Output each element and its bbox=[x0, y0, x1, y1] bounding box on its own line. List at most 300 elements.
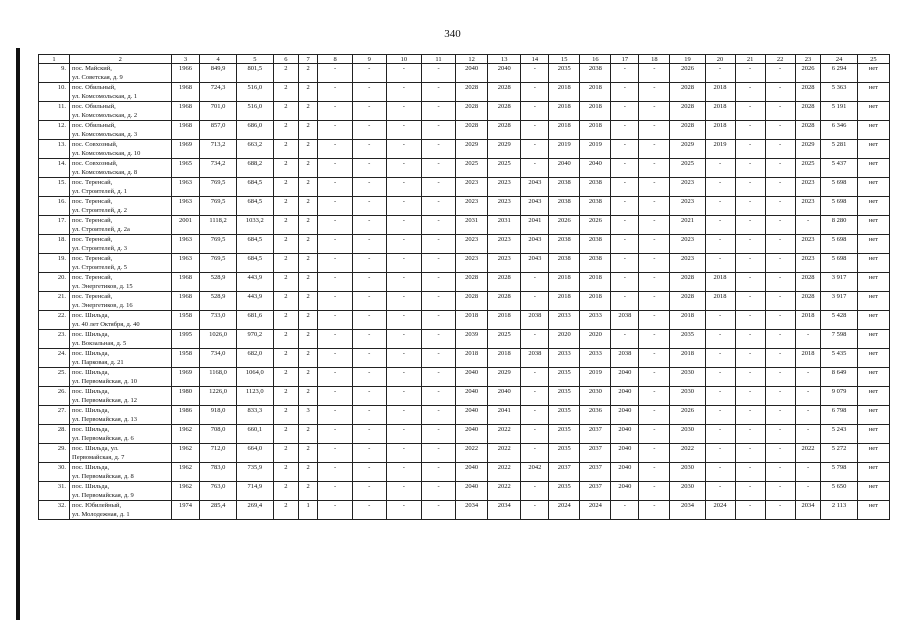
cell-col-19: 2021 bbox=[670, 216, 705, 235]
cell-col-3: 1962 bbox=[171, 425, 200, 444]
cell-col-25: нет bbox=[857, 273, 889, 292]
cell-col-24: 5 698 bbox=[821, 235, 857, 254]
table-row bbox=[39, 140, 890, 159]
cell-col-15: 2035 bbox=[549, 64, 580, 83]
cell-col-21: - bbox=[735, 254, 765, 273]
cell-col-10: - bbox=[386, 64, 421, 83]
cell-col-15: 2035 bbox=[549, 482, 580, 501]
cell-col-10: - bbox=[386, 273, 421, 292]
address-locality: пос. Шильда, bbox=[72, 388, 110, 395]
cell-col-18: - bbox=[639, 444, 670, 463]
cell-col-25: нет bbox=[857, 254, 889, 273]
cell-col-18: - bbox=[639, 425, 670, 444]
cell-col-16: 2019 bbox=[580, 140, 611, 159]
cell-col-17: 2040 bbox=[611, 463, 639, 482]
address-locality: пос. Юбилейный, bbox=[72, 502, 122, 509]
table-row bbox=[39, 425, 890, 444]
address-locality: пос. Шильда, ул. bbox=[72, 445, 119, 452]
cell-col-12: 2023 bbox=[456, 254, 488, 273]
cell-col-12: 2039 bbox=[456, 330, 488, 349]
cell-col-19: 2023 bbox=[670, 235, 705, 254]
address-locality: пос. Теренсай, bbox=[72, 217, 113, 224]
cell-col-21: - bbox=[735, 501, 765, 520]
column-header-17: 17 bbox=[611, 55, 639, 64]
cell-col-3: 1986 bbox=[171, 406, 200, 425]
cell-col-12: 2022 bbox=[456, 444, 488, 463]
cell-col-12: 2028 bbox=[456, 83, 488, 102]
cell-col-25: нет bbox=[857, 482, 889, 501]
cell-col-20: - bbox=[705, 330, 735, 349]
cell-col-8: - bbox=[318, 406, 352, 425]
cell-col-12: 2040 bbox=[456, 64, 488, 83]
cell-col-3: 1963 bbox=[171, 254, 200, 273]
cell-col-19: 2026 bbox=[670, 64, 705, 83]
cell-col-12: 2028 bbox=[456, 292, 488, 311]
cell-col-24: 6 294 bbox=[821, 64, 857, 83]
cell-col-18: - bbox=[639, 311, 670, 330]
cell-col-10: - bbox=[386, 292, 421, 311]
address-cell bbox=[70, 64, 171, 83]
cell-col-16: 2030 bbox=[580, 387, 611, 406]
cell-col-12: 2040 bbox=[456, 425, 488, 444]
cell-col-11: - bbox=[421, 121, 455, 140]
cell-col-15: 2018 bbox=[549, 83, 580, 102]
cell-col-8: - bbox=[318, 349, 352, 368]
cell-col-13: 2031 bbox=[488, 216, 521, 235]
cell-col-3: 1968 bbox=[171, 121, 200, 140]
row-number: 22. bbox=[39, 311, 70, 330]
cell-col-11: - bbox=[421, 216, 455, 235]
cell-col-3: 1969 bbox=[171, 368, 200, 387]
cell-col-24: 5 191 bbox=[821, 102, 857, 121]
cell-col-8: - bbox=[318, 254, 352, 273]
cell-col-3: 2001 bbox=[171, 216, 200, 235]
cell-col-20: 2024 bbox=[705, 501, 735, 520]
cell-col-11: - bbox=[421, 482, 455, 501]
cell-col-9: - bbox=[352, 501, 386, 520]
row-number: 26. bbox=[39, 387, 70, 406]
cell-col-21: - bbox=[735, 178, 765, 197]
cell-col-16: 2018 bbox=[580, 273, 611, 292]
cell-col-21: - bbox=[735, 121, 765, 140]
cell-col-15: 2038 bbox=[549, 235, 580, 254]
cell-col-19: 2030 bbox=[670, 425, 705, 444]
table-row bbox=[39, 311, 890, 330]
cell-col-25: нет bbox=[857, 387, 889, 406]
cell-col-5: 970,2 bbox=[236, 330, 273, 349]
cell-col-9: - bbox=[352, 387, 386, 406]
cell-col-17: - bbox=[611, 197, 639, 216]
cell-col-12: 2040 bbox=[456, 463, 488, 482]
column-header-3: 3 bbox=[171, 55, 200, 64]
cell-col-25: нет bbox=[857, 406, 889, 425]
cell-col-11: - bbox=[421, 292, 455, 311]
cell-col-11: - bbox=[421, 178, 455, 197]
cell-col-3: 1968 bbox=[171, 102, 200, 121]
cell-col-16: 2033 bbox=[580, 311, 611, 330]
cell-col-9: - bbox=[352, 121, 386, 140]
cell-col-3: 1969 bbox=[171, 140, 200, 159]
cell-col-11: - bbox=[421, 368, 455, 387]
cell-col-21: - bbox=[735, 83, 765, 102]
row-number: 13. bbox=[39, 140, 70, 159]
cell-col-20: - bbox=[705, 349, 735, 368]
table-row bbox=[39, 273, 890, 292]
cell-col-19: 2029 bbox=[670, 140, 705, 159]
column-header-4: 4 bbox=[200, 55, 236, 64]
cell-col-13: 2022 bbox=[488, 482, 521, 501]
cell-col-7: 2 bbox=[298, 121, 318, 140]
cell-col-12: 2023 bbox=[456, 178, 488, 197]
row-number: 21. bbox=[39, 292, 70, 311]
address-street: ул. Первомайская, д. 13 bbox=[72, 416, 138, 423]
cell-col-6: 2 bbox=[273, 159, 298, 178]
cell-col-20: 2018 bbox=[705, 102, 735, 121]
cell-col-14: - bbox=[521, 482, 549, 501]
address-street: ул. Парковая, д. 21 bbox=[72, 359, 124, 366]
column-header-6: 6 bbox=[273, 55, 298, 64]
cell-col-22: - bbox=[765, 254, 795, 273]
table-row bbox=[39, 83, 890, 102]
address-locality: пос. Шильда, bbox=[72, 312, 110, 319]
cell-col-5: 714,9 bbox=[236, 482, 273, 501]
address-locality: пос. Шильда, bbox=[72, 369, 110, 376]
address-street: ул. Строителей, д. 2а bbox=[72, 226, 130, 233]
address-street: ул. 40 лет Октября, д. 40 bbox=[72, 321, 140, 328]
address-street: ул. Вокзальная, д. 5 bbox=[72, 340, 127, 347]
address-locality: пос. Шильда, bbox=[72, 464, 110, 471]
cell-col-9: - bbox=[352, 140, 386, 159]
address-cell bbox=[70, 292, 171, 311]
cell-col-12: 2040 bbox=[456, 406, 488, 425]
cell-col-17: 2040 bbox=[611, 387, 639, 406]
cell-col-9: - bbox=[352, 425, 386, 444]
cell-col-17: - bbox=[611, 216, 639, 235]
cell-col-24: 5 650 bbox=[821, 482, 857, 501]
cell-col-19: 2028 bbox=[670, 292, 705, 311]
cell-col-8: - bbox=[318, 311, 352, 330]
cell-col-17: - bbox=[611, 254, 639, 273]
address-street: Первомайская, д. 7 bbox=[72, 454, 125, 461]
address-street: ул. Энергетиков, д. 16 bbox=[72, 302, 133, 309]
address-cell bbox=[70, 235, 171, 254]
cell-col-24: 9 079 bbox=[821, 387, 857, 406]
cell-col-20: - bbox=[705, 64, 735, 83]
cell-col-13: 2028 bbox=[488, 273, 521, 292]
address-locality: пос. Теренсай, bbox=[72, 179, 113, 186]
cell-col-24: 7 598 bbox=[821, 330, 857, 349]
cell-col-18: - bbox=[639, 102, 670, 121]
cell-col-12: 2018 bbox=[456, 349, 488, 368]
cell-col-13: 2029 bbox=[488, 140, 521, 159]
cell-col-11: - bbox=[421, 102, 455, 121]
cell-col-22: - bbox=[765, 83, 795, 102]
cell-col-8: - bbox=[318, 444, 352, 463]
cell-col-12: 2023 bbox=[456, 235, 488, 254]
cell-col-9: - bbox=[352, 216, 386, 235]
address-cell bbox=[70, 197, 171, 216]
cell-col-4: 1226,0 bbox=[200, 387, 236, 406]
cell-col-18: - bbox=[639, 387, 670, 406]
row-number: 32. bbox=[39, 501, 70, 520]
cell-col-14: - bbox=[521, 387, 549, 406]
address-locality: пос. Шильда, bbox=[72, 350, 110, 357]
cell-col-25: нет bbox=[857, 197, 889, 216]
cell-col-21: - bbox=[735, 273, 765, 292]
cell-col-10: - bbox=[386, 501, 421, 520]
cell-col-5: 443,9 bbox=[236, 273, 273, 292]
cell-col-7: 2 bbox=[298, 330, 318, 349]
table-body bbox=[39, 64, 890, 520]
cell-col-8: - bbox=[318, 425, 352, 444]
table-row bbox=[39, 368, 890, 387]
cell-col-22: - bbox=[765, 330, 795, 349]
cell-col-21: - bbox=[735, 140, 765, 159]
address-cell bbox=[70, 349, 171, 368]
cell-col-9: - bbox=[352, 330, 386, 349]
cell-col-7: 2 bbox=[298, 83, 318, 102]
cell-col-23: 2018 bbox=[795, 311, 821, 330]
cell-col-18: - bbox=[639, 121, 670, 140]
cell-col-12: 2025 bbox=[456, 159, 488, 178]
row-number: 11. bbox=[39, 102, 70, 121]
cell-col-24: 5 363 bbox=[821, 83, 857, 102]
table-row bbox=[39, 235, 890, 254]
cell-col-3: 1958 bbox=[171, 349, 200, 368]
cell-col-20: - bbox=[705, 254, 735, 273]
cell-col-13: 2023 bbox=[488, 197, 521, 216]
cell-col-13: 2023 bbox=[488, 178, 521, 197]
cell-col-20: 2019 bbox=[705, 140, 735, 159]
cell-col-5: 1064,0 bbox=[236, 368, 273, 387]
cell-col-23: - bbox=[795, 330, 821, 349]
cell-col-23: 2023 bbox=[795, 235, 821, 254]
binding-bar bbox=[16, 48, 20, 620]
cell-col-7: 2 bbox=[298, 482, 318, 501]
address-street: ул. Строителей, д. 1 bbox=[72, 188, 128, 195]
cell-col-5: 443,9 bbox=[236, 292, 273, 311]
cell-col-20: - bbox=[705, 463, 735, 482]
cell-col-16: 2037 bbox=[580, 482, 611, 501]
cell-col-16: 2018 bbox=[580, 102, 611, 121]
cell-col-18: - bbox=[639, 330, 670, 349]
cell-col-7: 2 bbox=[298, 292, 318, 311]
address-locality: пос. Теренсай, bbox=[72, 293, 113, 300]
cell-col-25: нет bbox=[857, 159, 889, 178]
cell-col-12: 2040 bbox=[456, 387, 488, 406]
address-cell bbox=[70, 444, 171, 463]
cell-col-15: 2038 bbox=[549, 178, 580, 197]
cell-col-12: 2018 bbox=[456, 311, 488, 330]
cell-col-18: - bbox=[639, 368, 670, 387]
cell-col-4: 734,0 bbox=[200, 349, 236, 368]
cell-col-19: 2030 bbox=[670, 482, 705, 501]
address-cell bbox=[70, 273, 171, 292]
cell-col-4: 724,3 bbox=[200, 83, 236, 102]
cell-col-3: 1963 bbox=[171, 235, 200, 254]
cell-col-20: 2018 bbox=[705, 273, 735, 292]
cell-col-10: - bbox=[386, 235, 421, 254]
row-number: 20. bbox=[39, 273, 70, 292]
address-locality: пос. Теренсай, bbox=[72, 255, 113, 262]
row-number: 29. bbox=[39, 444, 70, 463]
cell-col-5: 684,5 bbox=[236, 178, 273, 197]
cell-col-25: нет bbox=[857, 64, 889, 83]
cell-col-17: - bbox=[611, 102, 639, 121]
address-locality: пос. Майский, bbox=[72, 65, 112, 72]
cell-col-15: 2035 bbox=[549, 425, 580, 444]
cell-col-14: 2043 bbox=[521, 178, 549, 197]
cell-col-5: 516,0 bbox=[236, 83, 273, 102]
cell-col-4: 285,4 bbox=[200, 501, 236, 520]
cell-col-6: 2 bbox=[273, 102, 298, 121]
cell-col-22: - bbox=[765, 368, 795, 387]
cell-col-8: - bbox=[318, 501, 352, 520]
cell-col-3: 1995 bbox=[171, 330, 200, 349]
cell-col-24: 5 243 bbox=[821, 425, 857, 444]
cell-col-16: 2033 bbox=[580, 349, 611, 368]
cell-col-10: - bbox=[386, 406, 421, 425]
cell-col-7: 1 bbox=[298, 501, 318, 520]
cell-col-11: - bbox=[421, 501, 455, 520]
cell-col-16: 2026 bbox=[580, 216, 611, 235]
cell-col-6: 2 bbox=[273, 64, 298, 83]
cell-col-21: - bbox=[735, 349, 765, 368]
address-cell bbox=[70, 254, 171, 273]
cell-col-22: - bbox=[765, 444, 795, 463]
cell-col-13: 2029 bbox=[488, 368, 521, 387]
cell-col-17: 2040 bbox=[611, 425, 639, 444]
cell-col-21: - bbox=[735, 463, 765, 482]
cell-col-21: - bbox=[735, 64, 765, 83]
cell-col-4: 1026,0 bbox=[200, 330, 236, 349]
cell-col-14: 2041 bbox=[521, 216, 549, 235]
row-number: 16. bbox=[39, 197, 70, 216]
cell-col-14: 2038 bbox=[521, 311, 549, 330]
cell-col-14: - bbox=[521, 159, 549, 178]
cell-col-15: 2018 bbox=[549, 273, 580, 292]
cell-col-4: 769,5 bbox=[200, 197, 236, 216]
cell-col-9: - bbox=[352, 273, 386, 292]
cell-col-15: 2020 bbox=[549, 330, 580, 349]
cell-col-10: - bbox=[386, 330, 421, 349]
cell-col-16: 2037 bbox=[580, 425, 611, 444]
cell-col-25: нет bbox=[857, 368, 889, 387]
cell-col-10: - bbox=[386, 482, 421, 501]
cell-col-17: - bbox=[611, 64, 639, 83]
row-number: 12. bbox=[39, 121, 70, 140]
cell-col-14: - bbox=[521, 140, 549, 159]
cell-col-22: - bbox=[765, 197, 795, 216]
column-header-11: 11 bbox=[421, 55, 455, 64]
cell-col-25: нет bbox=[857, 311, 889, 330]
cell-col-23: 2023 bbox=[795, 197, 821, 216]
cell-col-7: 2 bbox=[298, 368, 318, 387]
cell-col-13: 2022 bbox=[488, 444, 521, 463]
cell-col-7: 2 bbox=[298, 140, 318, 159]
cell-col-12: 2031 bbox=[456, 216, 488, 235]
column-header-14: 14 bbox=[521, 55, 549, 64]
cell-col-23: - bbox=[795, 482, 821, 501]
cell-col-6: 2 bbox=[273, 254, 298, 273]
column-header-7: 7 bbox=[298, 55, 318, 64]
cell-col-23: 2034 bbox=[795, 501, 821, 520]
cell-col-11: - bbox=[421, 254, 455, 273]
page-number: 340 bbox=[444, 28, 461, 40]
table-row bbox=[39, 216, 890, 235]
cell-col-16: 2018 bbox=[580, 121, 611, 140]
cell-col-17: - bbox=[611, 178, 639, 197]
cell-col-21: - bbox=[735, 292, 765, 311]
cell-col-5: 681,6 bbox=[236, 311, 273, 330]
cell-col-18: - bbox=[639, 235, 670, 254]
cell-col-24: 3 917 bbox=[821, 273, 857, 292]
cell-col-18: - bbox=[639, 406, 670, 425]
cell-col-15: 2018 bbox=[549, 292, 580, 311]
housing-register-table bbox=[38, 54, 890, 520]
cell-col-6: 2 bbox=[273, 235, 298, 254]
cell-col-21: - bbox=[735, 482, 765, 501]
cell-col-6: 2 bbox=[273, 482, 298, 501]
cell-col-19: 2023 bbox=[670, 197, 705, 216]
cell-col-24: 3 917 bbox=[821, 292, 857, 311]
column-header-21: 21 bbox=[735, 55, 765, 64]
table-row bbox=[39, 102, 890, 121]
address-locality: пос. Обильный, bbox=[72, 103, 116, 110]
address-locality: пос. Теренсай, bbox=[72, 274, 113, 281]
cell-col-3: 1968 bbox=[171, 83, 200, 102]
cell-col-13: 2041 bbox=[488, 406, 521, 425]
cell-col-3: 1966 bbox=[171, 64, 200, 83]
table-row bbox=[39, 292, 890, 311]
row-number: 30. bbox=[39, 463, 70, 482]
cell-col-18: - bbox=[639, 197, 670, 216]
address-cell bbox=[70, 387, 171, 406]
column-header-15: 15 bbox=[549, 55, 580, 64]
cell-col-9: - bbox=[352, 444, 386, 463]
cell-col-17: - bbox=[611, 273, 639, 292]
cell-col-10: - bbox=[386, 463, 421, 482]
cell-col-9: - bbox=[352, 64, 386, 83]
cell-col-18: - bbox=[639, 501, 670, 520]
cell-col-4: 708,0 bbox=[200, 425, 236, 444]
cell-col-7: 2 bbox=[298, 197, 318, 216]
cell-col-10: - bbox=[386, 311, 421, 330]
cell-col-23: - bbox=[795, 216, 821, 235]
cell-col-12: 2029 bbox=[456, 140, 488, 159]
address-locality: пос. Совхозный, bbox=[72, 141, 118, 148]
cell-col-21: - bbox=[735, 444, 765, 463]
cell-col-16: 2038 bbox=[580, 178, 611, 197]
cell-col-20: - bbox=[705, 482, 735, 501]
column-header-5: 5 bbox=[236, 55, 273, 64]
cell-col-6: 2 bbox=[273, 311, 298, 330]
cell-col-22: - bbox=[765, 121, 795, 140]
cell-col-8: - bbox=[318, 121, 352, 140]
row-number: 18. bbox=[39, 235, 70, 254]
cell-col-13: 2023 bbox=[488, 235, 521, 254]
address-street: ул. Первомайская, д. 8 bbox=[72, 473, 134, 480]
cell-col-11: - bbox=[421, 140, 455, 159]
cell-col-22: - bbox=[765, 235, 795, 254]
cell-col-11: - bbox=[421, 349, 455, 368]
cell-col-22: - bbox=[765, 311, 795, 330]
row-number: 27. bbox=[39, 406, 70, 425]
cell-col-22: - bbox=[765, 349, 795, 368]
cell-col-4: 857,0 bbox=[200, 121, 236, 140]
cell-col-14: 2042 bbox=[521, 463, 549, 482]
cell-col-18: - bbox=[639, 216, 670, 235]
